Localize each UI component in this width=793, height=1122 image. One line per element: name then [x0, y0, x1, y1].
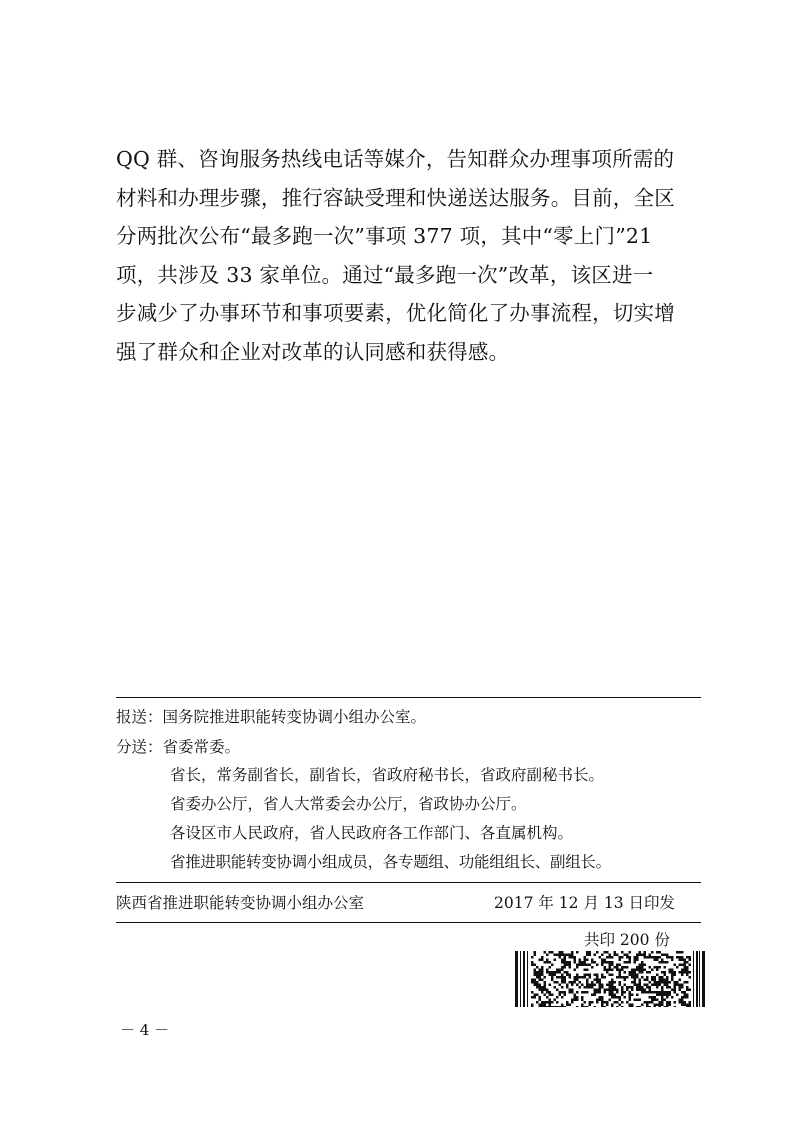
body-line: 分两批次公布“最多跑一次”事项 377 项，其中“零上门”21 — [116, 224, 653, 249]
copy-to-recipients: 省长，常务副省长，副省长，省政府秘书长，省政府副秘书长。 — [170, 766, 605, 784]
body-line: 项，共涉及 33 家单位。通过“最多跑一次”改革，该区进一 — [116, 262, 654, 287]
report-to-line: 报送：国务院推进职能转变协调小组办公室。 — [116, 708, 427, 726]
body-line: QQ 群、咨询服务热线电话等媒介，告知群众办理事项所需的 — [116, 147, 675, 171]
body-line: 步减少了办事环节和事项要素，优化简化了办事流程，切实增 — [116, 301, 675, 326]
issue-date: 2017 年 12 月 13 日印发 — [494, 894, 676, 912]
copy-to-recipients: 各设区市人民政府，省人民政府各工作部门、各直属机构。 — [170, 824, 574, 842]
body-line: 材料和办理步骤，推行容缺受理和快递送达服务。目前，全区 — [116, 185, 675, 210]
print-count: 共印 200 份 — [584, 931, 670, 949]
copy-to-recipients: 省推进职能转变协调小组成员，各专题组、功能组组长、副组长。 — [170, 853, 611, 871]
issuing-office: 陕西省推进职能转变协调小组办公室 — [116, 894, 365, 912]
copy-to-recipients: 省委办公厅，省人大常委会办公厅，省政协办公厅。 — [170, 795, 527, 813]
top-divider — [116, 697, 701, 698]
barcode-icon — [515, 951, 705, 1007]
body-line: 强了群众和企业对改革的认同感和获得感。 — [116, 339, 510, 364]
body-paragraph — [116, 140, 696, 372]
bottom-divider — [116, 922, 701, 923]
copy-to-line: 分送：省委常委。 — [116, 738, 241, 756]
page-number: － 4 － — [120, 1021, 170, 1039]
middle-divider — [116, 882, 701, 883]
